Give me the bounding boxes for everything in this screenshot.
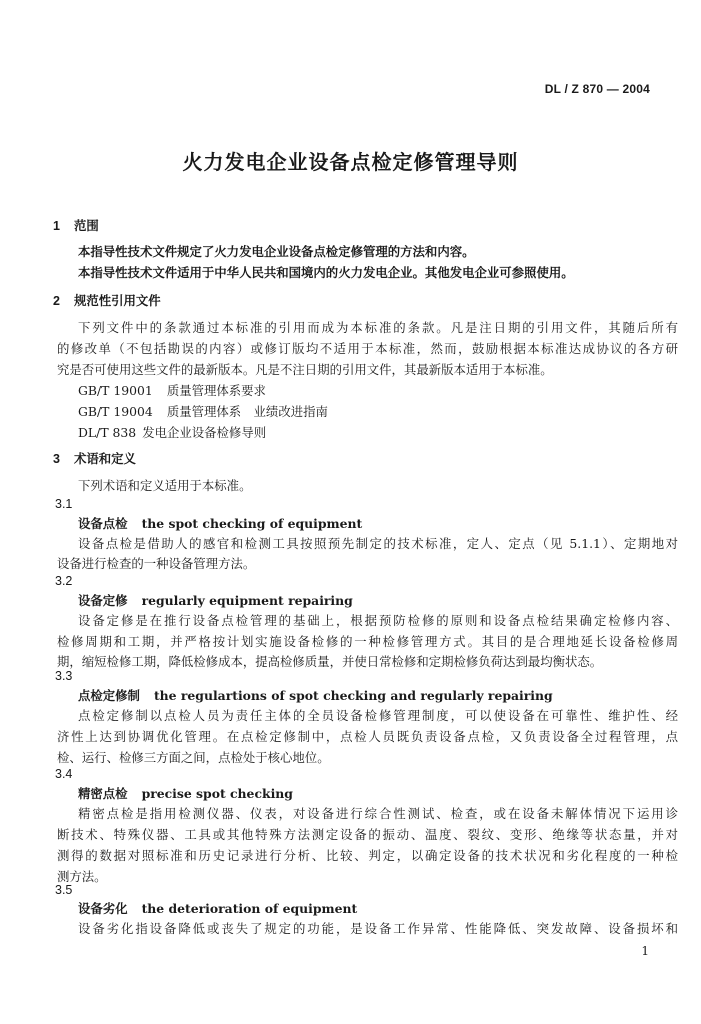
- paragraph: 本指导性技术文件规定了火力发电企业设备点检定修管理的方法和内容。: [78, 244, 475, 259]
- term-en: the deterioration of equipment: [141, 901, 358, 916]
- term-heading: [78, 516, 362, 532]
- term-cn: 点检定修制: [78, 688, 140, 703]
- term-number: 3.4: [55, 767, 73, 781]
- section-title: 范围: [73, 218, 99, 233]
- term-heading: [78, 593, 353, 609]
- reference-name: 质量管理体系要求: [166, 383, 266, 398]
- paragraph-line: 点检定修制以点检人员为责任主体的全员设备检修管理制度，可以使设备在可靠性、维护性、经: [78, 708, 678, 723]
- section-title: 规范性引用文件: [73, 293, 161, 308]
- paragraph-line: 设备劣化指设备降低或丧失了规定的功能，是设备工作异常、性能降低、突发故障、设备损坏和: [78, 921, 678, 936]
- term-cn: 设备定修: [78, 593, 128, 608]
- term-number: 3.1: [55, 497, 73, 511]
- paragraph-line: 检修周期和工期，并严格按计划实施设备检修的一种检修管理方式。其目的是合理地延长设备检修周: [57, 634, 678, 649]
- paragraph-line: 期，缩短检修工期，降低检修成本，提高检修质量，并使日常检修和定期检修负荷达到最均衡状态。: [57, 654, 603, 669]
- document-title: 火力发电企业设备点检定修管理导则: [182, 150, 519, 174]
- term-en: regularly equipment repairing: [141, 593, 353, 608]
- term-cn: 设备点检: [78, 516, 128, 531]
- reference-item: [78, 404, 328, 420]
- paragraph-line: 测方法。: [57, 869, 107, 884]
- term-number: 3.2: [55, 574, 73, 588]
- term-number: 3.3: [55, 669, 73, 683]
- section-title: 术语和定义: [73, 451, 136, 466]
- paragraph-line: 设备定修是在推行设备点检管理的基础上，根据预防检修的原则和设备点检结果确定检修内容、: [78, 613, 678, 628]
- reference-name: 质量管理体系 业绩改进指南: [166, 404, 328, 419]
- term-en: the spot checking of equipment: [141, 516, 363, 531]
- reference-name: 发电企业设备检修导则: [142, 425, 267, 440]
- term-number: 3.5: [55, 883, 73, 897]
- paragraph-line: 断技术、特殊仪器、工具或其他特殊方法测定设备的振动、温度、裂纹、变形、绝缘等状态量，并对: [57, 827, 678, 842]
- section-number: 2: [53, 294, 60, 308]
- paragraph-line: 济性上达到协调优化管理。在点检定修制中，点检人员既负责设备点检，又负责设备全过程管理，点: [57, 729, 678, 744]
- reference-code: GB/T 19004: [78, 404, 153, 419]
- section-3-heading: [53, 451, 136, 467]
- section-1-heading: [53, 218, 99, 234]
- reference-code: GB/T 19001: [78, 383, 153, 398]
- paragraph-line: 检、运行、检修三方面之间，点检处于核心地位。: [57, 750, 330, 765]
- section-number: 3: [53, 452, 60, 466]
- term-heading: [78, 688, 553, 704]
- paragraph-line: 设备点检是借助人的感官和检测工具按照预先制定的技术标准，定人、定点（见 5.1.1）、定期地对: [78, 536, 678, 551]
- paragraph-line: 的修改单（不包括勘误的内容）或修订版均不适用于本标准，然而，鼓励根据本标准达成协议的各方研: [57, 341, 678, 356]
- paragraph-line: 测得的数据对照标准和历史记录进行分析、比较、判定，以确定设备的技术状况和劣化程度的一种检: [57, 848, 678, 863]
- paragraph-line: 精密点检是指用检测仪器、仪表，对设备进行综合性测试、检查，或在设备未解体情况下运用诊: [78, 806, 678, 821]
- term-cn: 精密点检: [78, 786, 128, 801]
- section-number: 1: [53, 219, 60, 233]
- term-heading: [78, 786, 293, 802]
- standard-code: DL / Z 870 — 2004: [544, 82, 650, 96]
- term-en: the regulartions of spot checking and regularly repairing: [153, 688, 553, 703]
- paragraph: 本指导性技术文件适用于中华人民共和国境内的火力发电企业。其他发电企业可参照使用。: [78, 265, 574, 280]
- term-cn: 设备劣化: [78, 901, 128, 916]
- term-heading: [78, 901, 357, 917]
- reference-code: DL/T 838: [78, 425, 137, 440]
- reference-item: [78, 425, 266, 441]
- reference-item: [78, 383, 266, 399]
- term-en: precise spot checking: [141, 786, 293, 801]
- section-2-heading: [53, 293, 161, 309]
- paragraph-line: 设备进行检查的一种设备管理方法。: [57, 556, 256, 571]
- paragraph-line: 下列文件中的条款通过本标准的引用而成为本标准的条款。凡是注日期的引用文件，其随后所有: [78, 320, 678, 335]
- page-number: 1: [641, 944, 649, 958]
- paragraph-line: 究是否可使用这些文件的最新版本。凡是不注日期的引用文件，其最新版本适用于本标准。: [57, 362, 553, 377]
- paragraph: 下列术语和定义适用于本标准。: [78, 478, 252, 493]
